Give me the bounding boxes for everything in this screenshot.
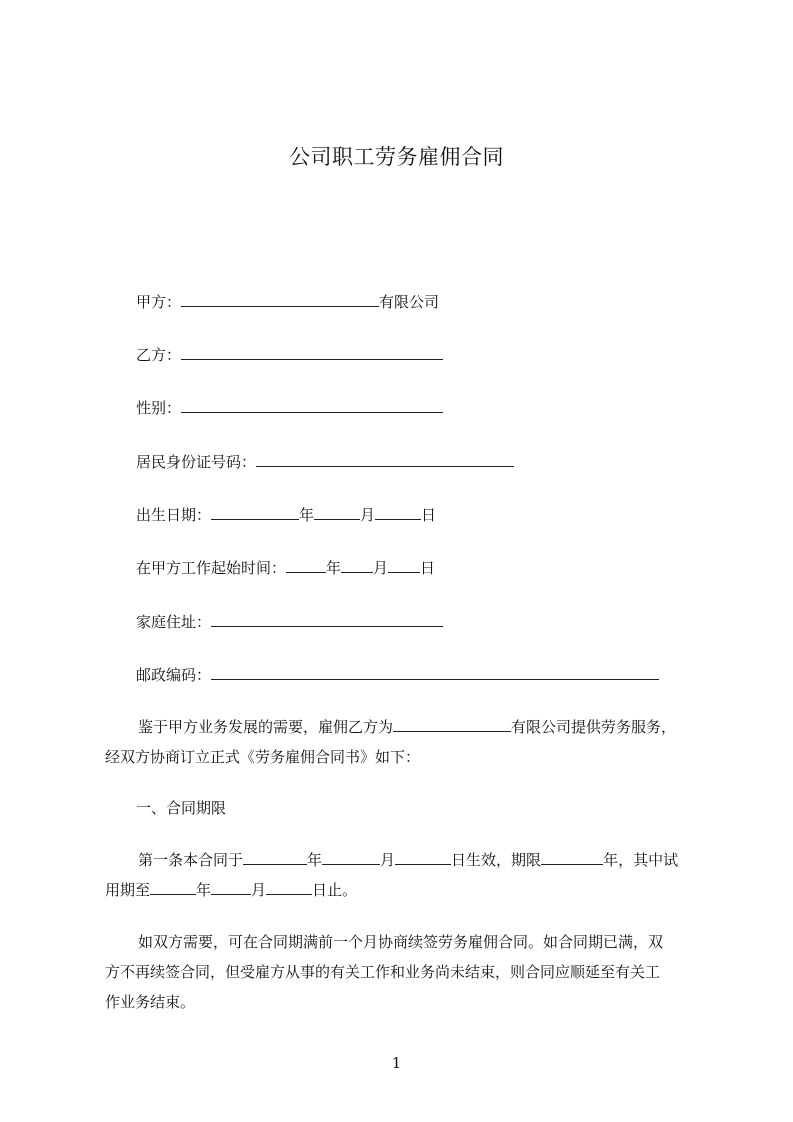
probation-day-blank[interactable] xyxy=(266,878,312,895)
article-1-line-1 xyxy=(105,845,701,875)
start-month-blank[interactable] xyxy=(341,556,373,573)
birth-year-blank[interactable] xyxy=(211,503,299,520)
section-1-heading: 一、合同期限 xyxy=(136,799,227,817)
party-a-label: 甲方： xyxy=(136,293,182,311)
intro-paragraph xyxy=(105,712,701,772)
party-b-blank[interactable] xyxy=(181,343,443,360)
day-label: 日 xyxy=(420,559,436,577)
renewal-line-1: 如双方需要，可在合同期满前一个月协商续签劳务雇佣合同。如合同期已满，双 xyxy=(138,933,664,951)
intro-line-1 xyxy=(105,712,701,742)
month-label: 月 xyxy=(360,506,376,524)
day-label: 日 xyxy=(421,506,437,524)
start-year-blank[interactable] xyxy=(286,556,326,573)
effective-month-blank[interactable] xyxy=(322,848,380,865)
start-date-line xyxy=(136,556,435,579)
postal-code-label: 邮政编码： xyxy=(136,666,212,684)
birth-day-blank[interactable] xyxy=(375,503,421,520)
birth-date-line xyxy=(136,503,436,526)
id-number-label: 居民身份证号码： xyxy=(136,453,257,471)
article-1-text-d: 用期至 xyxy=(105,881,151,899)
intro-text-b: 有限公司提供劳务服务， xyxy=(511,718,677,736)
article-1-paragraph xyxy=(105,845,701,905)
start-day-blank[interactable] xyxy=(388,556,420,573)
article-1-text-c: 年，其中试 xyxy=(603,851,679,869)
probation-month-blank[interactable] xyxy=(211,878,251,895)
gender-label: 性别： xyxy=(136,399,182,417)
year-label: 年 xyxy=(299,506,315,524)
intro-line-2: 经双方协商订立正式《劳务雇佣合同书》如下： xyxy=(105,748,421,766)
gender-blank[interactable] xyxy=(181,396,443,413)
party-a-line xyxy=(136,290,439,313)
party-a-blank[interactable] xyxy=(181,290,379,307)
article-1-text-b: 日生效，期限 xyxy=(451,851,542,869)
party-a-suffix: 有限公司 xyxy=(379,293,440,311)
effective-day-blank[interactable] xyxy=(395,848,451,865)
term-years-blank[interactable] xyxy=(541,848,603,865)
renewal-paragraph xyxy=(105,927,701,1017)
gender-line xyxy=(136,396,443,419)
start-date-label: 在甲方工作起始时间： xyxy=(136,559,287,577)
address-blank[interactable] xyxy=(211,610,443,627)
address-line xyxy=(136,610,443,633)
intro-text-a: 鉴于甲方业务发展的需要，雇佣乙方为 xyxy=(138,718,394,736)
article-1-line-2 xyxy=(105,875,701,905)
year-label: 年 xyxy=(307,851,323,869)
id-number-blank[interactable] xyxy=(256,450,514,467)
id-number-line xyxy=(136,450,514,473)
probation-year-blank[interactable] xyxy=(150,878,196,895)
birth-month-blank[interactable] xyxy=(314,503,360,520)
month-label: 月 xyxy=(380,851,396,869)
year-label: 年 xyxy=(196,881,212,899)
birth-date-label: 出生日期： xyxy=(136,506,212,524)
postal-code-blank[interactable] xyxy=(211,663,659,680)
month-label: 月 xyxy=(251,881,267,899)
effective-year-blank[interactable] xyxy=(243,848,307,865)
month-label: 月 xyxy=(373,559,389,577)
document-title: 公司职工劳务雇佣合同 xyxy=(289,145,504,169)
party-b-label: 乙方： xyxy=(136,346,182,364)
article-1-text-a: 第一条本合同于 xyxy=(138,851,244,869)
postal-code-line xyxy=(136,663,659,686)
company-name-blank[interactable] xyxy=(393,715,511,732)
renewal-line-3: 作业务结束。 xyxy=(105,993,196,1011)
article-1-text-e: 日止。 xyxy=(312,881,358,899)
year-label: 年 xyxy=(326,559,342,577)
party-b-line xyxy=(136,343,443,366)
page-number: 1 xyxy=(391,1054,402,1072)
address-label: 家庭住址： xyxy=(136,613,212,631)
renewal-line-2: 方不再续签合同，但受雇方从事的有关工作和业务尚未结束，则合同应顺延至有关工 xyxy=(105,963,661,981)
